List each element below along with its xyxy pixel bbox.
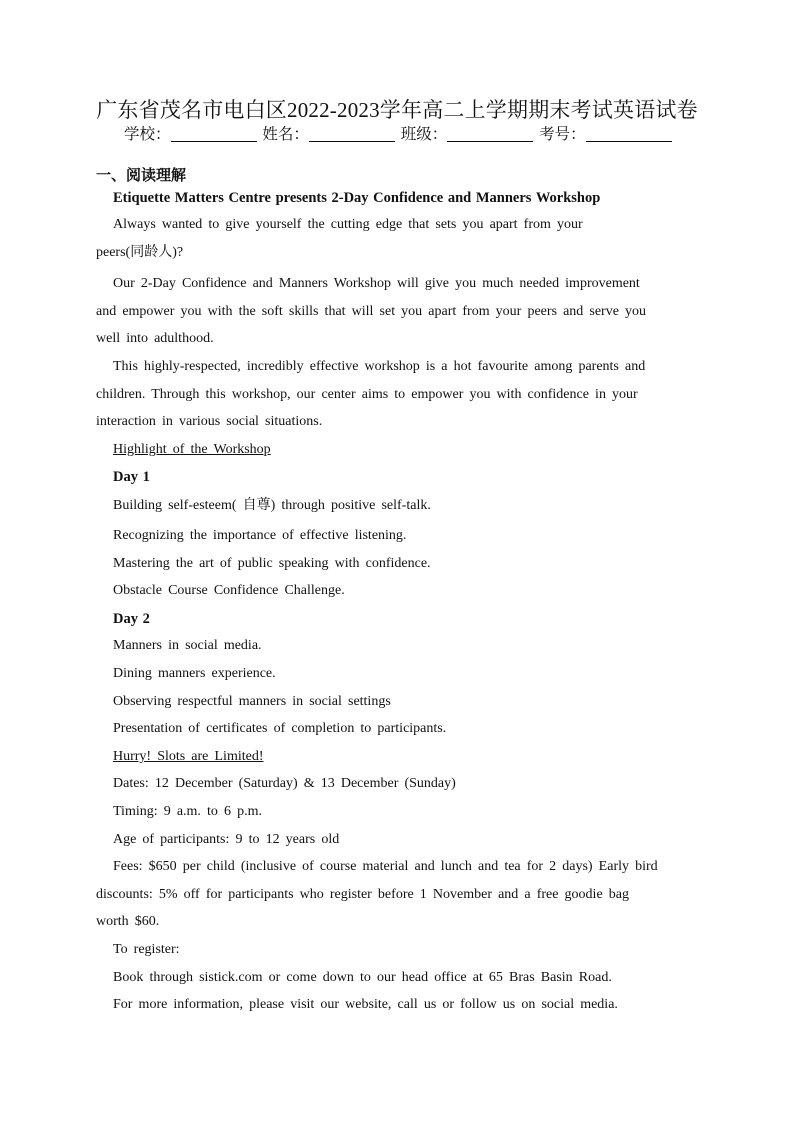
student-info-row bbox=[124, 124, 674, 146]
passage-title: Etiquette Matters Centre presents 2-Day Confidence and Manners Workshop bbox=[113, 190, 601, 206]
day1-item: Mastering the art of public speaking with confidence. bbox=[113, 556, 431, 571]
school-blank[interactable] bbox=[171, 125, 257, 142]
paragraph-line: children. Through this workshop, our center aims to empower you with confidence in your bbox=[96, 387, 638, 402]
register-line: Book through sistick.com or come down to our head office at 65 Bras Basin Road. bbox=[113, 970, 612, 985]
register-heading: To register: bbox=[113, 942, 180, 957]
section-heading: 一、阅读理解 bbox=[96, 168, 187, 184]
hurry-notice: Hurry! Slots are Limited! bbox=[113, 749, 264, 764]
day2-item: Dining manners experience. bbox=[113, 666, 276, 681]
paragraph-line: Always wanted to give yourself the cutting edge that sets you apart from your bbox=[113, 217, 583, 232]
number-label: 考号： bbox=[539, 126, 586, 143]
paragraph-line: Our 2-Day Confidence and Manners Workshop will give you much needed improvement bbox=[113, 276, 640, 291]
more-info-line: For more information, please visit our website, call us or follow us on social media. bbox=[113, 997, 618, 1012]
exam-title: 广东省茂名市电白区2022-2023学年高二上学期期末考试英语试卷 bbox=[96, 98, 698, 122]
day2-item: Presentation of certificates of completion to participants. bbox=[113, 721, 447, 736]
paragraph-line: and empower you with the soft skills that will set you apart from your peers and serve you bbox=[96, 304, 647, 319]
fees-line: Fees: $650 per child (inclusive of course material and lunch and tea for 2 days) Early bird bbox=[113, 859, 658, 874]
class-label: 班级： bbox=[400, 126, 448, 143]
class-blank[interactable] bbox=[447, 125, 533, 142]
fees-line: discounts: 5% off for participants who register before 1 November and a free goodie bag bbox=[96, 887, 629, 902]
day2-item: Manners in social media. bbox=[113, 638, 262, 653]
paragraph-line: interaction in various social situations. bbox=[96, 414, 323, 429]
day1-item: Obstacle Course Confidence Challenge. bbox=[113, 583, 345, 598]
paragraph-line: This highly-respected, incredibly effective workshop is a hot favourite among parents and bbox=[113, 359, 646, 374]
day1-heading: Day 1 bbox=[113, 469, 150, 485]
highlight-heading: Highlight of the Workshop bbox=[113, 442, 271, 457]
day1-item: Recognizing the importance of effective listening. bbox=[113, 528, 407, 543]
number-blank[interactable] bbox=[586, 125, 672, 142]
fees-line: worth $60. bbox=[96, 914, 160, 929]
day2-item: Observing respectful manners in social settings bbox=[113, 694, 391, 709]
name-blank[interactable] bbox=[309, 125, 395, 142]
day1-item: Building self-esteem( 自尊) through positive self-talk. bbox=[113, 498, 431, 513]
timing-line: Timing: 9 a.m. to 6 p.m. bbox=[113, 804, 263, 819]
paragraph-line: peers(同龄人)? bbox=[96, 245, 184, 260]
day2-heading: Day 2 bbox=[113, 611, 150, 627]
school-label: 学校： bbox=[124, 126, 171, 143]
dates-line: Dates: 12 December (Saturday) & 13 December (Sunday) bbox=[113, 776, 456, 791]
paragraph-line: well into adulthood. bbox=[96, 331, 214, 346]
name-label: 姓名： bbox=[262, 126, 309, 143]
age-line: Age of participants: 9 to 12 years old bbox=[113, 832, 340, 847]
